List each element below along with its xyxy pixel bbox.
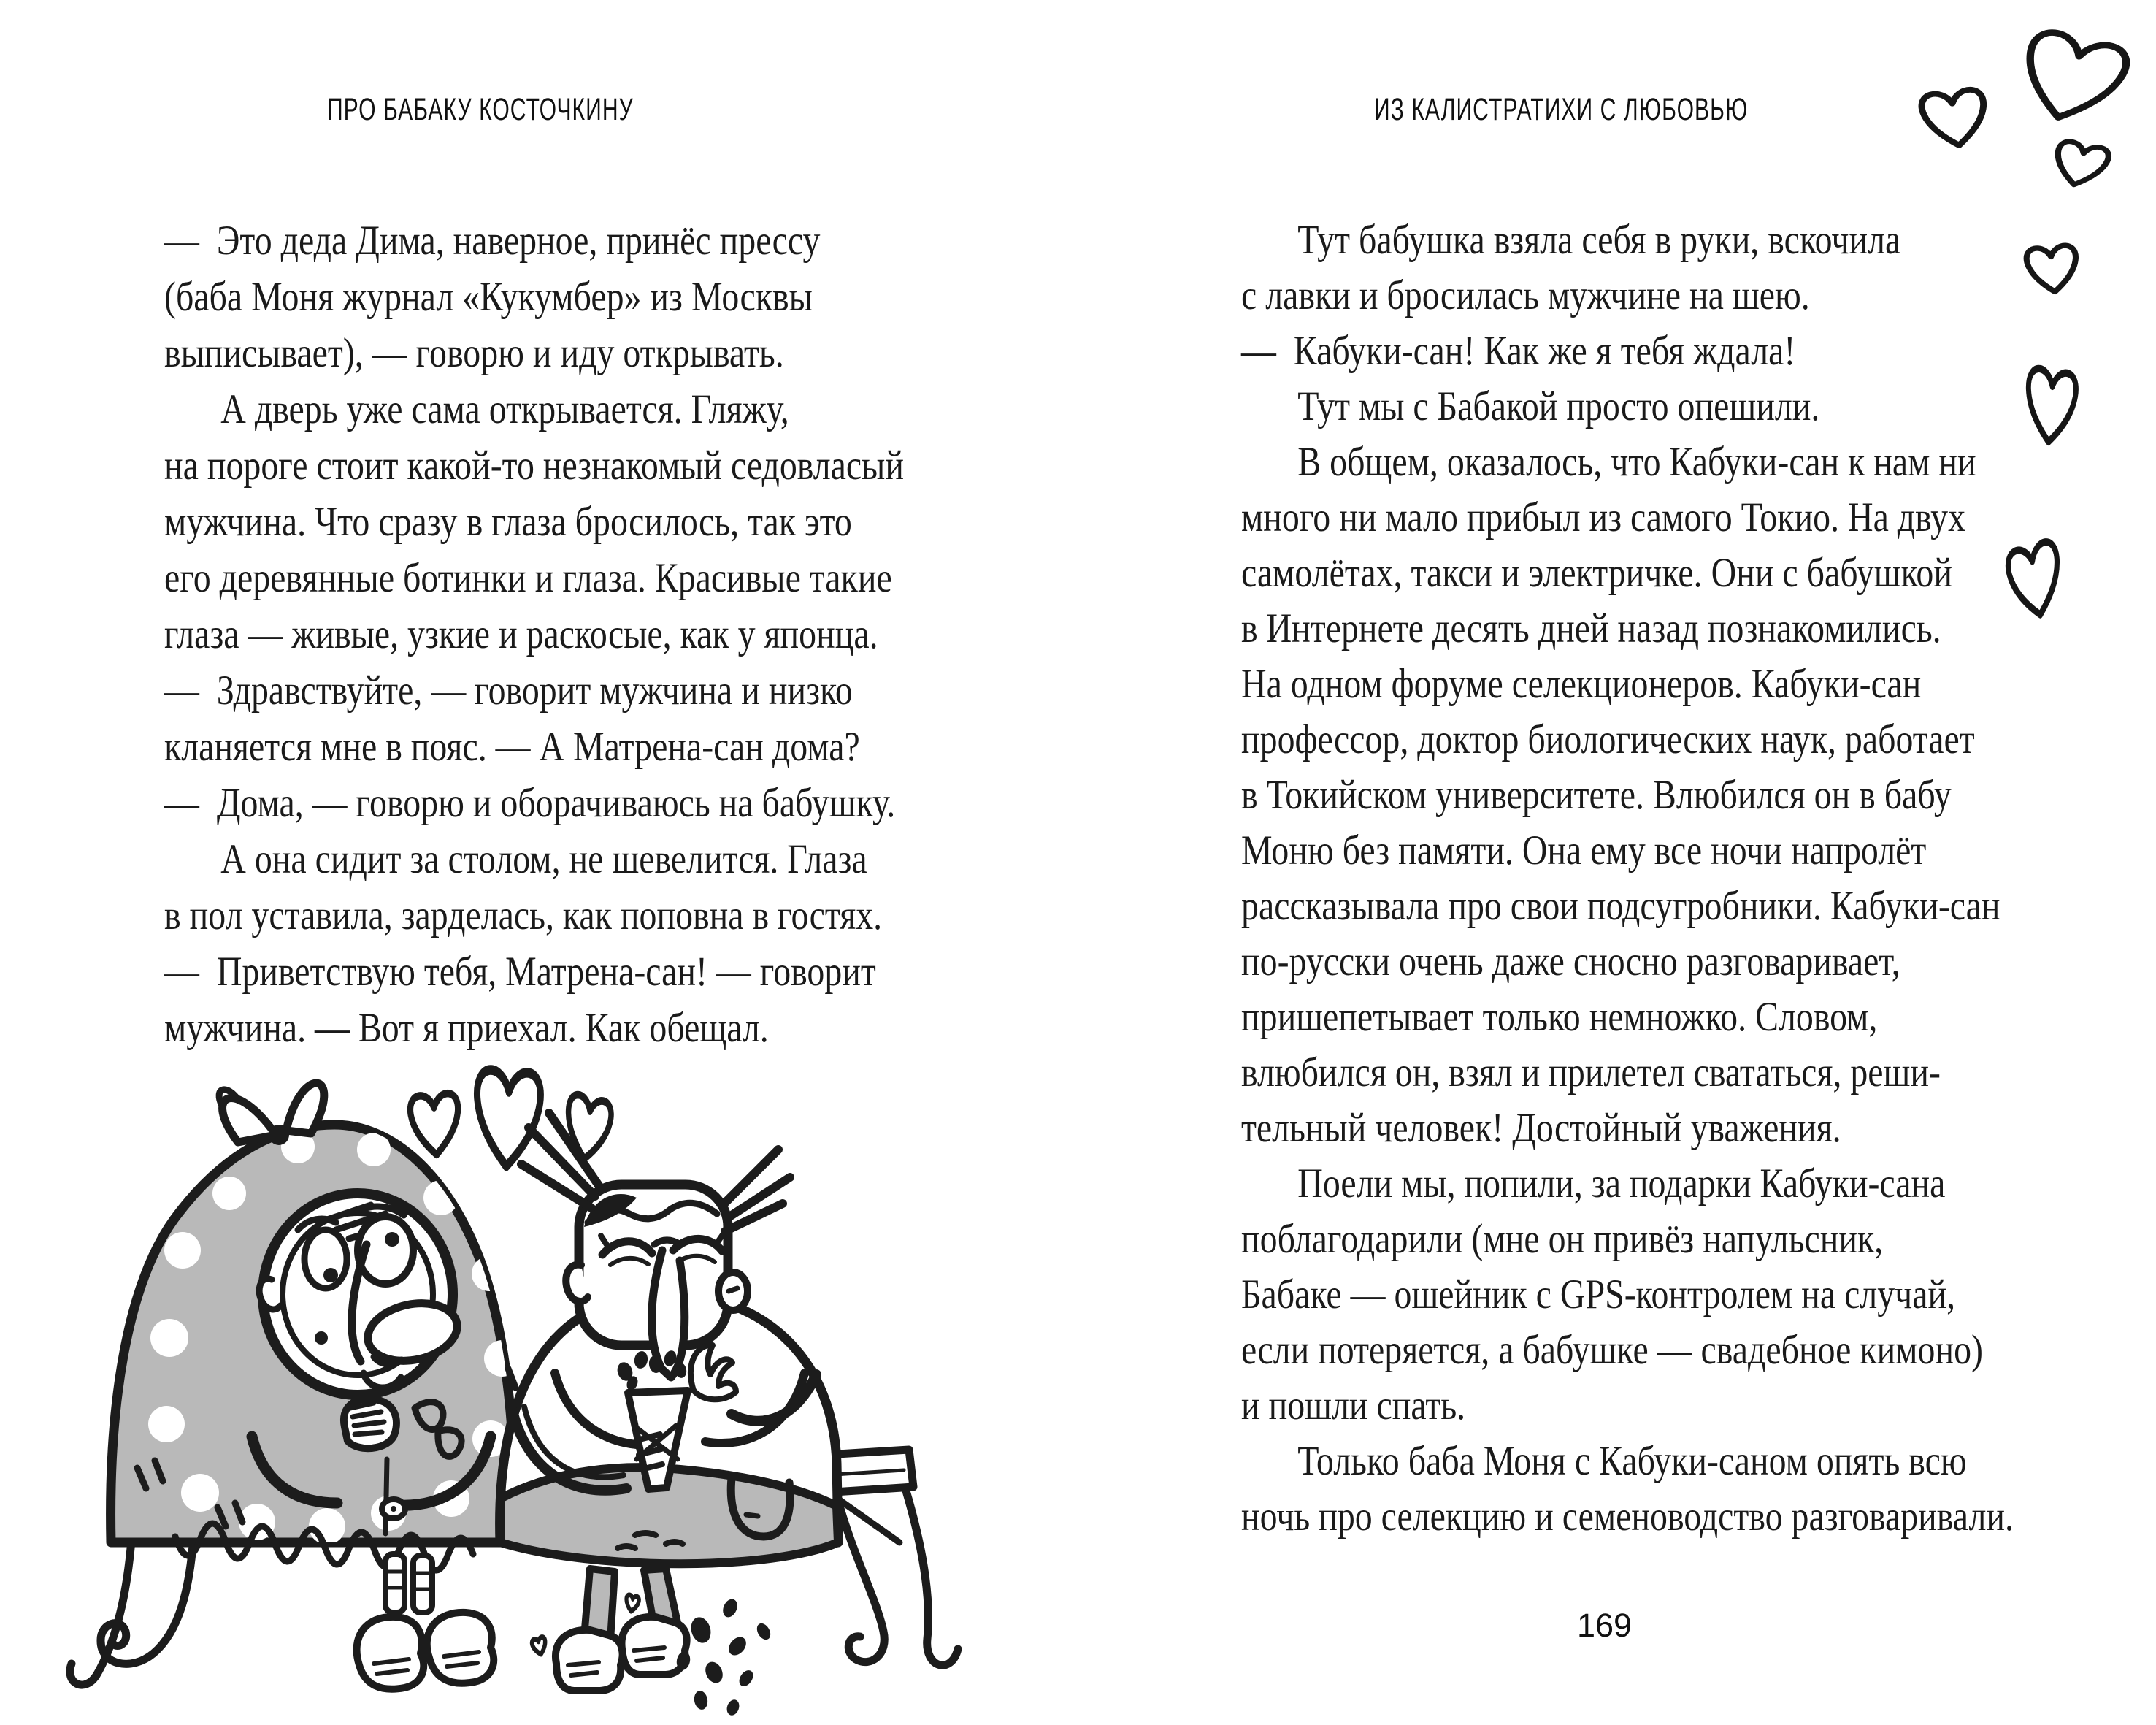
margin-hearts-icon (1898, 15, 2156, 643)
text-line: по-русски очень даже сносно разговаривает, (1241, 938, 1900, 984)
text-line: Тут мы с Бабакой просто опешили. (1297, 383, 1820, 429)
love-hearts-icon (410, 1069, 613, 1169)
scattered-seeds (675, 1596, 772, 1717)
text-line: самолётах, такси и электричке. Они с бабушкой (1241, 550, 1952, 596)
text-line: выписывает), — говорю и иду открывать. (164, 330, 784, 376)
page-number: 169 (1577, 1607, 1633, 1644)
running-head-right: ИЗ КАЛИСТРАТИХИ С ЛЮБОВЬЮ (1374, 92, 1749, 127)
grandma-figure (111, 1083, 526, 1689)
text-line: А она сидит за столом, не шевелится. Глаза (220, 836, 867, 882)
text-line: поблагодарили (мне он привёз напульсник, (1241, 1216, 1884, 1262)
man-figure (500, 1113, 838, 1691)
text-line: — Это деда Дима, наверное, принёс прессу (164, 218, 821, 264)
text-line: глаза — живые, узкие и раскосые, как у японца. (164, 611, 878, 657)
text-line: в пол уставила, зарделась, как поповна в гостях. (164, 892, 883, 938)
text-line: пришепетывает только немножко. Словом, (1241, 994, 1878, 1040)
text-line: профессор, доктор биологических наук, работает (1241, 716, 1975, 762)
text-line: На одном форуме селекционеров. Кабуки-сан (1241, 661, 1922, 707)
text-line: и пошли спать. (1241, 1382, 1466, 1428)
text-line: — Приветствую тебя, Матрена-сан! — говорит (164, 949, 876, 995)
text-line: мужчина. — Вот я приехал. Как обещал. (164, 1005, 769, 1051)
running-head-left: ПРО БАБАКУ КОСТОЧКИНУ (327, 92, 634, 127)
text-line: Моню без памяти. Она ему все ночи напролёт (1241, 827, 1927, 873)
text-line: Поели мы, попили, за подарки Кабуки-сана (1297, 1160, 1946, 1206)
text-line: — Здравствуйте, — говорит мужчина и низко (164, 668, 853, 714)
text-line: влюбился он, взял и прилетел свататься, реши- (1241, 1049, 1941, 1095)
text-line: в Интернете десять дней назад познакомились. (1241, 605, 1941, 651)
text-line: Бабаке — ошейник с GPS-контролем на случай, (1241, 1271, 1956, 1317)
left-page-text-column (164, 213, 904, 1056)
text-line: в Токийском университете. Влюбился он в бабу (1241, 772, 1952, 818)
text-line: с лавки и бросилась мужчине на шею. (1241, 272, 1810, 318)
text-line: на пороге стоит какой-то незнакомый седовласый (164, 443, 904, 489)
text-line: кланяется мне в пояс. — А Матрена-сан дома? (164, 724, 860, 770)
text-line: Тут бабушка взяла себя в руки, вскочила (1297, 217, 1901, 263)
text-line: если потеряется, а бабушке — свадебное кимоно) (1241, 1327, 1984, 1373)
text-line: А дверь уже сама открывается. Гляжу, (220, 386, 789, 432)
text-line: — Дома, — говорю и оборачиваюсь на бабушку. (164, 780, 896, 826)
illustration-couple-on-bench (44, 1031, 1037, 1725)
text-line: — Кабуки-сан! Как же я тебя ждала! (1241, 328, 1796, 374)
text-line: его деревянные ботинки и глаза. Красивые такие (164, 555, 892, 601)
text-line: Только баба Моня с Кабуки-саном опять всю (1297, 1438, 1967, 1484)
text-line: тельный человек! Достойный уважения. (1241, 1105, 1841, 1151)
text-line: рассказывала про свои подсугробники. Кабуки-сан (1241, 883, 2000, 929)
text-line: мужчина. Что сразу в глаза бросилось, так это (164, 499, 852, 545)
text-line: В общем, оказалось, что Кабуки-сан к нам ни (1297, 439, 1976, 485)
text-line: много ни мало прибыл из самого Токио. На двух (1241, 494, 1966, 540)
text-line: ночь про селекцию и семеноводство разговаривали. (1241, 1493, 2014, 1540)
text-line: (баба Моня журнал «Кукумбер» из Москвы (164, 274, 813, 320)
